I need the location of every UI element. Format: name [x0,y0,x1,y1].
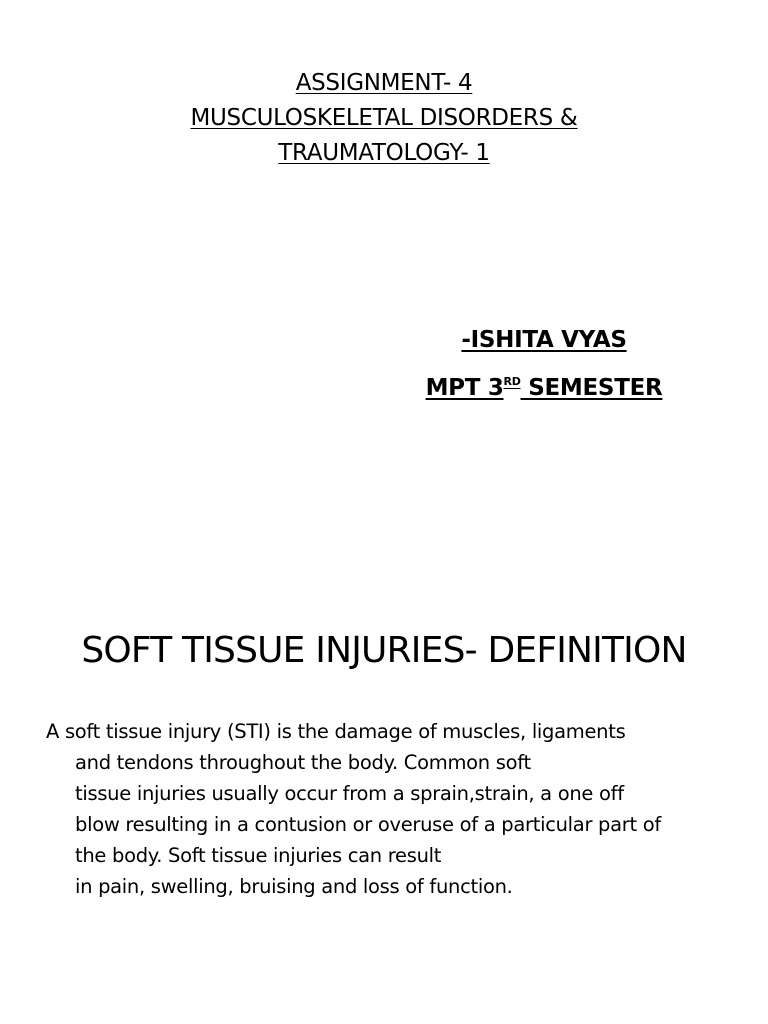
author-course [380,370,708,406]
definition-line: and tendons throughout the body. Common soft [75,751,531,774]
course-prefix: MPT 3 [425,375,504,401]
course-superscript: RD [503,375,521,388]
definition-paragraph [46,716,736,902]
slide-definition [0,512,768,1024]
course-suffix: SEMESTER [520,375,663,401]
slide-heading: SOFT TISSUE INJURIES- DEFINITION [81,630,687,671]
definition-line: blow resulting in a contusion or overuse of a particular part of [75,813,661,836]
title-line-1: ASSIGNMENT- 4 [295,70,473,96]
title-line-2: MUSCULOSKELETAL DISORDERS & [190,105,578,131]
title-line-3: TRAUMATOLOGY- 1 [278,140,490,166]
assignment-title [0,66,768,171]
author-name: -ISHITA VYAS [461,327,627,353]
definition-line: the body. Soft tissue injuries can result [75,844,442,867]
definition-line: tissue injuries usually occur from a sprain,strain, a one off [75,782,624,805]
definition-line: in pain, swelling, bruising and loss of function. [75,875,513,898]
definition-line: A soft tissue injury (STI) is the damage of muscles, ligaments [46,720,626,743]
